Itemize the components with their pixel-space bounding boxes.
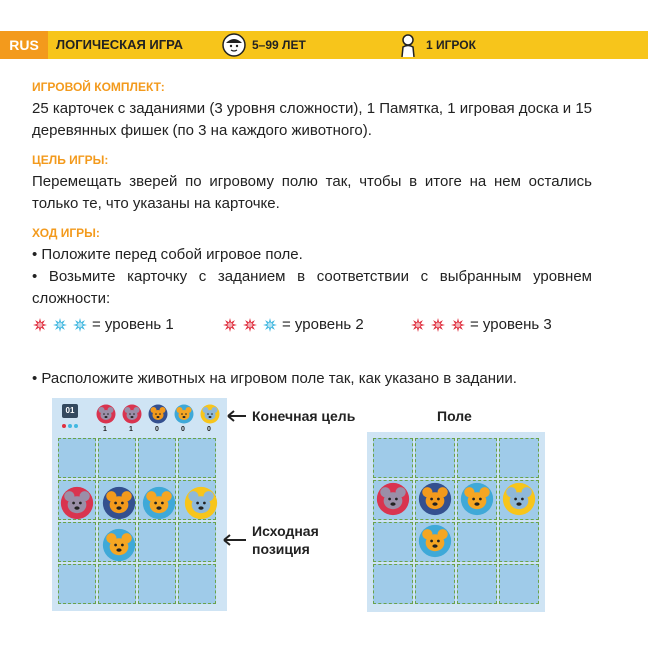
level-2 (222, 314, 364, 336)
field-label: Поле (437, 408, 472, 424)
kit-text: 25 карточек с заданиями (3 уровня сложности), 1 Памятка, 1 игровая доска и 15 деревянных фишек (по 3 на каждого животного). (32, 100, 592, 139)
age-range: 5–99 ЛЕТ (252, 38, 306, 52)
player-count: 1 ИГРОК (426, 38, 476, 52)
game-category: ЛОГИЧЕСКАЯ ИГРА (56, 37, 184, 52)
grid-cell (98, 564, 136, 604)
grid-cell (138, 522, 176, 562)
cat-token-icon (148, 404, 168, 424)
level-label: = уровень 2 (282, 316, 364, 333)
grid-cell (98, 438, 136, 478)
kit-heading: ИГРОВОЙ КОМПЛЕКТ: (32, 80, 165, 94)
mouse-token-icon (96, 404, 116, 424)
target-count: 1 (103, 426, 107, 433)
grid-cell (138, 438, 176, 478)
dog-token-icon (102, 528, 136, 562)
dog-token-icon (174, 404, 194, 424)
mouse-token-icon (60, 486, 94, 520)
arrow-goal-icon (226, 408, 248, 424)
elephant-token-icon (200, 404, 220, 424)
card-level-dot (62, 424, 66, 428)
label-goal: Конечная цель (252, 408, 356, 424)
grid-cell (457, 438, 497, 478)
card-level-dot (68, 424, 72, 428)
grid-cell (178, 438, 216, 478)
play-section (32, 226, 592, 310)
level-stars (222, 317, 282, 333)
target-count: 0 (181, 426, 185, 433)
grid-cell (178, 564, 216, 604)
level-label: = уровень 3 (470, 316, 552, 333)
grid-cell (58, 438, 96, 478)
dog-token-icon (418, 524, 452, 558)
dog-token-icon (460, 482, 494, 516)
grid-cell (58, 522, 96, 562)
grid-cell (373, 522, 413, 562)
dog-token-icon (142, 486, 176, 520)
player-figure-icon (396, 33, 420, 57)
card-level-dot (74, 424, 78, 428)
play-heading: ХОД ИГРЫ: (32, 226, 100, 240)
grid-cell (178, 522, 216, 562)
grid-cell (58, 564, 96, 604)
play-step-2: • Возьмите карточку с заданием в соответствии с выбранным уровнем сложности: (32, 268, 592, 307)
play-step-3: • Расположите животных на игровом поле так, как указано в задании. (32, 370, 517, 387)
arrow-start-icon (222, 532, 248, 548)
card-number: 01 (62, 404, 78, 418)
level-stars (32, 317, 92, 333)
level-label: = уровень 1 (92, 316, 174, 333)
level-stars (410, 317, 470, 333)
play-step-1: • Положите перед собой игровое поле. (32, 246, 303, 263)
grid-cell (373, 564, 413, 604)
goal-heading: ЦЕЛЬ ИГРЫ: (32, 153, 109, 167)
task-card (52, 398, 227, 611)
label-start: Исходная позиция (252, 523, 319, 557)
grid-cell (373, 438, 413, 478)
mouse-token-icon (376, 482, 410, 516)
grid-cell (499, 438, 539, 478)
level-1 (32, 314, 174, 336)
field-board (367, 432, 545, 612)
language-badge: RUS (0, 31, 48, 59)
grid-cell (138, 564, 176, 604)
grid-cell (457, 522, 497, 562)
target-count: 0 (207, 426, 211, 433)
cat-token-icon (418, 482, 452, 516)
level-3 (410, 314, 552, 336)
mouse-token-icon (122, 404, 142, 424)
target-count: 1 (129, 426, 133, 433)
target-count: 0 (155, 426, 159, 433)
grid-cell (457, 564, 497, 604)
elephant-token-icon (184, 486, 218, 520)
grid-cell (415, 564, 455, 604)
grid-cell (499, 522, 539, 562)
goal-section (32, 153, 592, 215)
grid-cell (415, 438, 455, 478)
header-bar (0, 31, 648, 59)
elephant-token-icon (502, 482, 536, 516)
kit-section (32, 80, 592, 142)
cat-token-icon (102, 486, 136, 520)
child-face-icon (222, 33, 246, 57)
goal-text: Перемещать зверей по игровому полю так, чтобы в итоге на нем остались только те, что указаны на карточке. (32, 173, 592, 212)
grid-cell (499, 564, 539, 604)
